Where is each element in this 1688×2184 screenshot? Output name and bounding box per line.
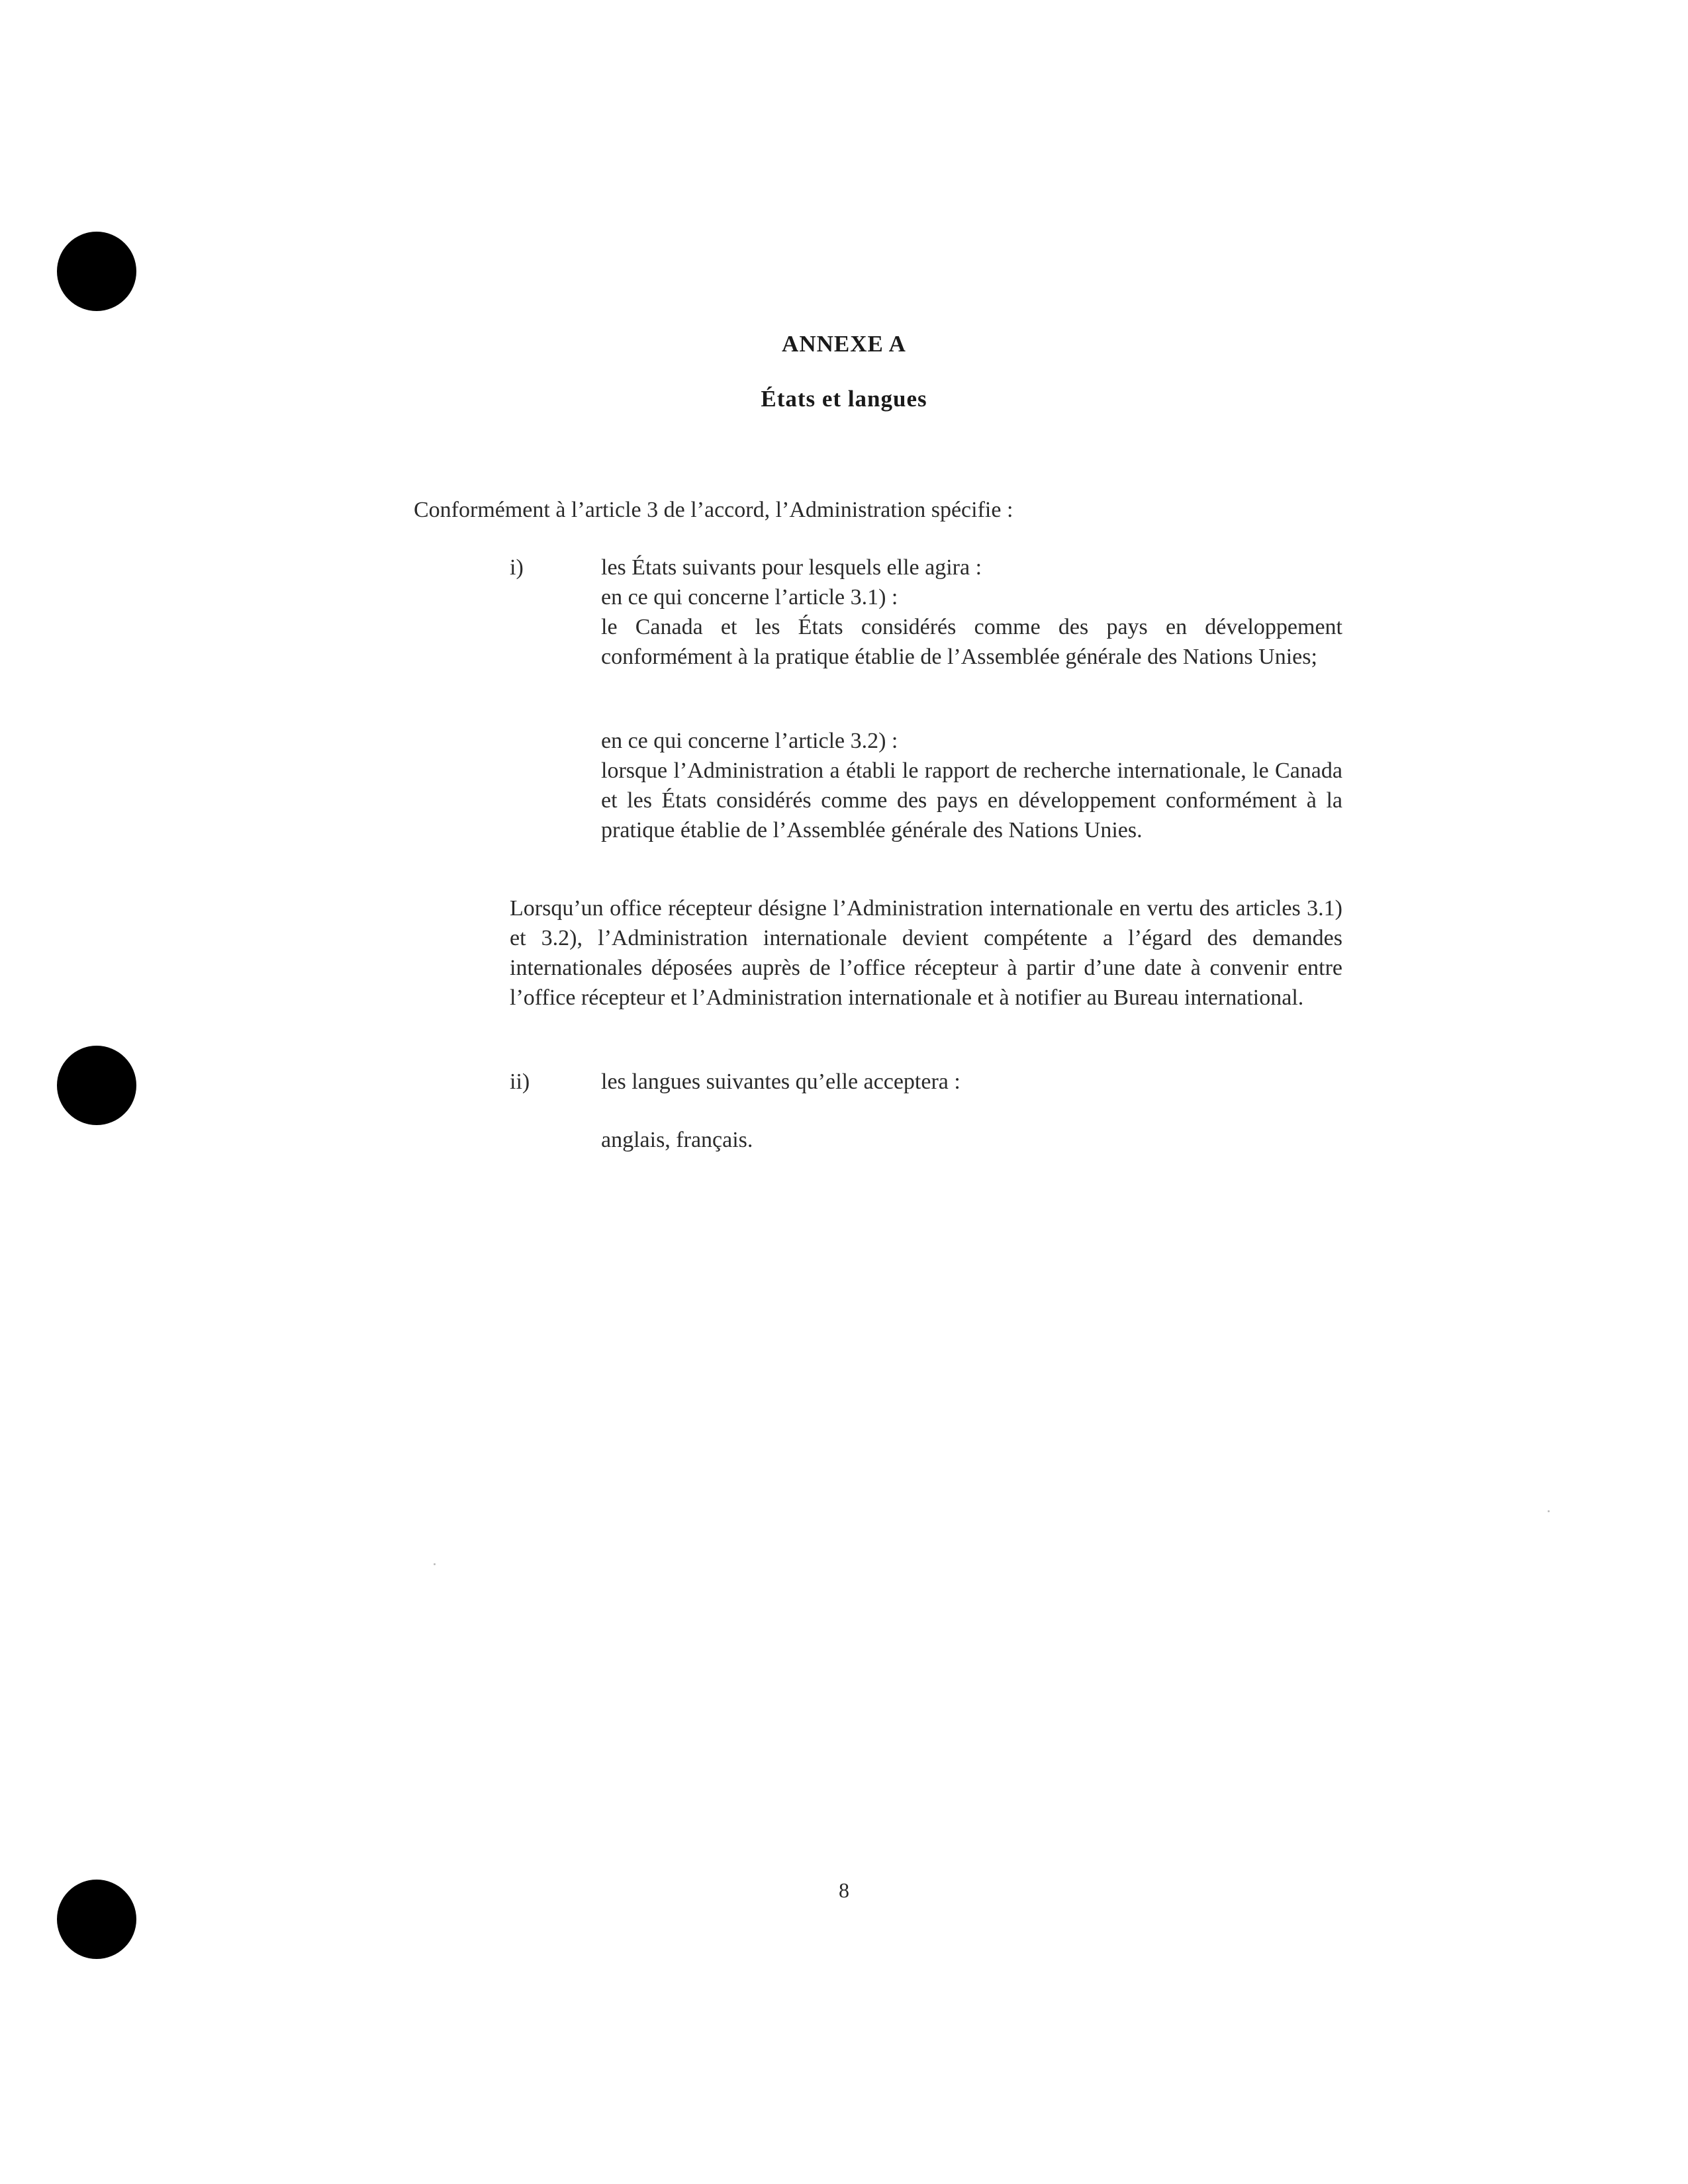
item-i-label: i) — [510, 555, 524, 580]
item-i-sub2-heading: en ce qui concerne l’article 3.2) : — [601, 729, 898, 753]
item-i-sub2-text: lorsque l’Administration a établi le rapport de recherche internationale, le Canada et les États considérés comme des pays en développement conformément à la pratique établie de l’Assemblée générale des Nations Unies. — [601, 758, 1342, 842]
item-ii-line1: les langues suivantes qu’elle acceptera : — [601, 1069, 961, 1094]
punch-hole-middle — [57, 1046, 136, 1125]
annex-subtitle: États et langues — [761, 386, 927, 412]
annex-title: ANNEXE A — [782, 331, 906, 357]
scan-speck — [434, 1563, 436, 1565]
punch-hole-top — [57, 232, 136, 311]
page-number: 8 — [839, 1878, 849, 1902]
item-i-sub1-heading: en ce qui concerne l’article 3.1) : — [601, 585, 898, 610]
item-ii-label: ii) — [510, 1069, 530, 1094]
item-i-sub1-text: le Canada et les États considérés comme des pays en développement conformément à la pratique établie de l’Assemblée générale des Nations Unies; — [601, 615, 1342, 669]
item-i-line1: les États suivants pour lesquels elle agira : — [601, 555, 982, 580]
item-ii-languages: anglais, français. — [601, 1128, 753, 1152]
designation-paragraph: Lorsqu’un office récepteur désigne l’Administration internationale en vertu des articles 3.1) et 3.2), l’Administration internationale devient compétente a l’égard des demandes internationales déposées auprès de l’office récepteur à partir d’une date à convenir entre l’office récepteur et l’Administration internationale et à notifier au Bureau international. — [510, 896, 1342, 1010]
scan-speck — [1548, 1510, 1550, 1512]
intro-text: Conformément à l’article 3 de l’accord, l’Administration spécifie : — [414, 498, 1013, 522]
